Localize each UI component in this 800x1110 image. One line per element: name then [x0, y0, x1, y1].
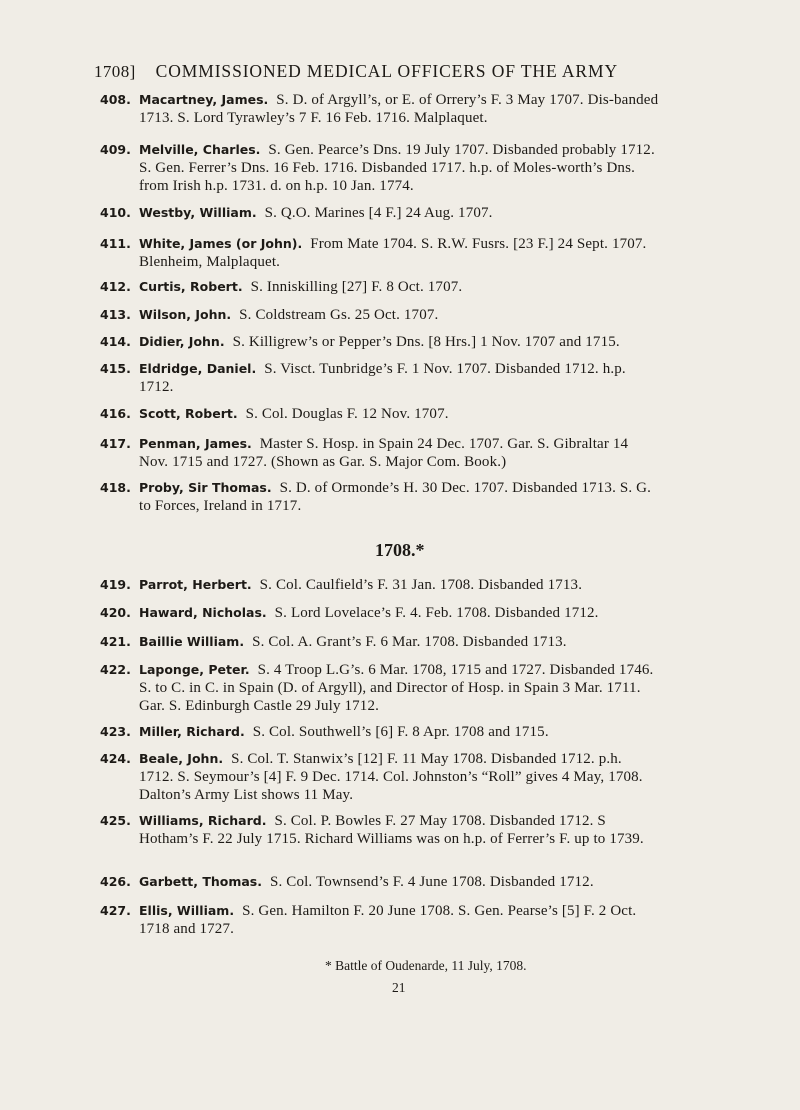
entry-name: Baillie William.: [139, 634, 245, 649]
entry-text: S. Coldstream Gs. 25 Oct. 1707.: [239, 307, 439, 323]
entry-number: 411.: [100, 236, 131, 251]
entry: [100, 633, 660, 651]
entry-number: 408.: [100, 92, 131, 107]
entry-name: Ellis, William.: [139, 903, 235, 918]
entry-number: 424.: [100, 751, 131, 766]
entry-text: S. D. of Argyll’s, or E. of Orrery’s F. 3 May 1707. Dis-banded 1713. S. Lord Tyrawley’s 7 F. 16 Feb. 1716. Malplaquet.: [139, 92, 659, 126]
entry-name: Macartney, James.: [139, 92, 269, 107]
entry-number: 414.: [100, 334, 131, 349]
entry-text: S. Q.O. Marines [4 F.] 24 Aug. 1707.: [264, 205, 493, 221]
entry: [100, 278, 660, 296]
entry-name: Curtis, Robert.: [139, 279, 243, 294]
entry-text: S. Col. A. Grant’s F. 6 Mar. 1708. Disbanded 1713.: [252, 634, 567, 650]
entry-name: Wilson, John.: [139, 307, 232, 322]
entry-text: S. Col. Caulfield’s F. 31 Jan. 1708. Disbanded 1713.: [259, 577, 583, 593]
entry-name: Garbett, Thomas.: [139, 874, 262, 889]
entry: [100, 141, 660, 195]
entry-name: Westby, William.: [139, 205, 257, 220]
entry: [100, 812, 660, 848]
entry-number: 417.: [100, 436, 131, 451]
entry-name: Miller, Richard.: [139, 724, 245, 739]
entry-text: Master S. Hosp. in Spain 24 Dec. 1707. Gar. S. Gibraltar 14 Nov. 1715 and 1727. (Shown as Gar. S. Major Com. Book.): [139, 436, 629, 470]
entry: [100, 204, 660, 222]
entry-name: Scott, Robert.: [139, 406, 238, 421]
page-number: 21: [392, 980, 406, 995]
entry-text: S. Col. Southwell’s [6] F. 8 Apr. 1708 and 1715.: [252, 724, 549, 740]
entry: [100, 723, 660, 741]
entry: [100, 405, 660, 423]
entry: [100, 479, 660, 515]
entry-number: 412.: [100, 279, 131, 294]
entry-name: Williams, Richard.: [139, 813, 267, 828]
entry-text: S. Killigrew’s or Pepper’s Dns. [8 Hrs.] 1 Nov. 1707 and 1715.: [232, 334, 620, 350]
entry-number: 419.: [100, 577, 131, 592]
entry-number: 418.: [100, 480, 131, 495]
header-title: COMMISSIONED MEDICAL OFFICERS OF THE ARMY: [155, 61, 618, 81]
footnote: * Battle of Oudenarde, 11 July, 1708.: [325, 958, 527, 973]
entry: [100, 873, 660, 891]
entry: [100, 750, 660, 804]
entry-name: Penman, James.: [139, 436, 252, 451]
entry-text: S. Col. Townsend’s F. 4 June 1708. Disbanded 1712.: [270, 874, 594, 890]
entry-text: S. Lord Lovelace’s F. 4. Feb. 1708. Disbanded 1712.: [274, 605, 599, 621]
entry-name: Haward, Nicholas.: [139, 605, 267, 620]
entry: [100, 661, 660, 715]
entry: [100, 306, 660, 324]
entry-number: 415.: [100, 361, 131, 376]
entry-text: S. Col. Douglas F. 12 Nov. 1707.: [245, 406, 449, 422]
entry-text: S. Gen. Pearce’s Dns. 19 July 1707. Disbanded probably 1712. S. Gen. Ferrer’s Dns. 16 Feb. 1716. Disbanded 1717. h.p. of Moles-worth’s Dns. from Irish h.p. 1731. d. on h.p. 10 Jan. 1774.: [139, 142, 655, 194]
entry-number: 422.: [100, 662, 131, 677]
entry-number: 427.: [100, 903, 131, 918]
entry-text: S. D. of Ormonde’s H. 30 Dec. 1707. Disbanded 1713. S. G. to Forces, Ireland in 1717.: [139, 480, 652, 514]
entry-number: 426.: [100, 874, 131, 889]
entry-name: Beale, John.: [139, 751, 224, 766]
entry-number: 420.: [100, 605, 131, 620]
entry-text: S. Col. P. Bowles F. 27 May 1708. Disbanded 1712. S Hotham’s F. 22 July 1715. Richard Williams was on h.p. of Ferrer’s F. up to 1739.: [139, 813, 644, 847]
entry-text: S. 4 Troop L.G’s. 6 Mar. 1708, 1715 and 1727. Disbanded 1746. S. to C. in C. in Spain (D. of Argyll), and Director of Hosp. in Spain 3 Mar. 1711. Gar. S. Edinburgh Castle 29 July 1712.: [139, 662, 654, 714]
header-year: 1708]: [94, 62, 136, 81]
entry-number: 421.: [100, 634, 131, 649]
entry-name: Laponge, Peter.: [139, 662, 250, 677]
entry: [100, 902, 660, 938]
entry-number: 423.: [100, 724, 131, 739]
entry: [100, 360, 660, 396]
entry: [100, 435, 660, 471]
entry-text: S. Visct. Tunbridge’s F. 1 Nov. 1707. Disbanded 1712. h.p. 1712.: [139, 361, 626, 395]
entry: [100, 333, 660, 351]
entry-text: S. Inniskilling [27] F. 8 Oct. 1707.: [250, 279, 463, 295]
running-header: [94, 61, 618, 82]
entry-name: Didier, John.: [139, 334, 225, 349]
entry-name: White, James (or John).: [139, 236, 303, 251]
entry-name: Eldridge, Daniel.: [139, 361, 257, 376]
entry-number: 425.: [100, 813, 131, 828]
entry-number: 413.: [100, 307, 131, 322]
entry-text: From Mate 1704. S. R.W. Fusrs. [23 F.] 24 Sept. 1707. Blenheim, Malplaquet.: [139, 236, 647, 270]
entry: [100, 91, 660, 127]
entry-text: S. Gen. Hamilton F. 20 June 1708. S. Gen. Pearse’s [5] F. 2 Oct. 1718 and 1727.: [139, 903, 637, 937]
entry-number: 416.: [100, 406, 131, 421]
entry-name: Proby, Sir Thomas.: [139, 480, 272, 495]
entry-text: S. Col. T. Stanwix’s [12] F. 11 May 1708. Disbanded 1712. p.h. 1712. S. Seymour’s [4] F. 9 Dec. 1714. Col. Johnston’s “Roll” gives 4 May, 1708. Dalton’s Army List shows 11 May.: [139, 751, 643, 803]
entry-name: Melville, Charles.: [139, 142, 261, 157]
entry-number: 410.: [100, 205, 131, 220]
entry-number: 409.: [100, 142, 131, 157]
section-title: 1708.*: [375, 540, 425, 560]
entry: [100, 235, 660, 271]
entry-name: Parrot, Herbert.: [139, 577, 252, 592]
entry: [100, 604, 660, 622]
entry: [100, 576, 660, 594]
